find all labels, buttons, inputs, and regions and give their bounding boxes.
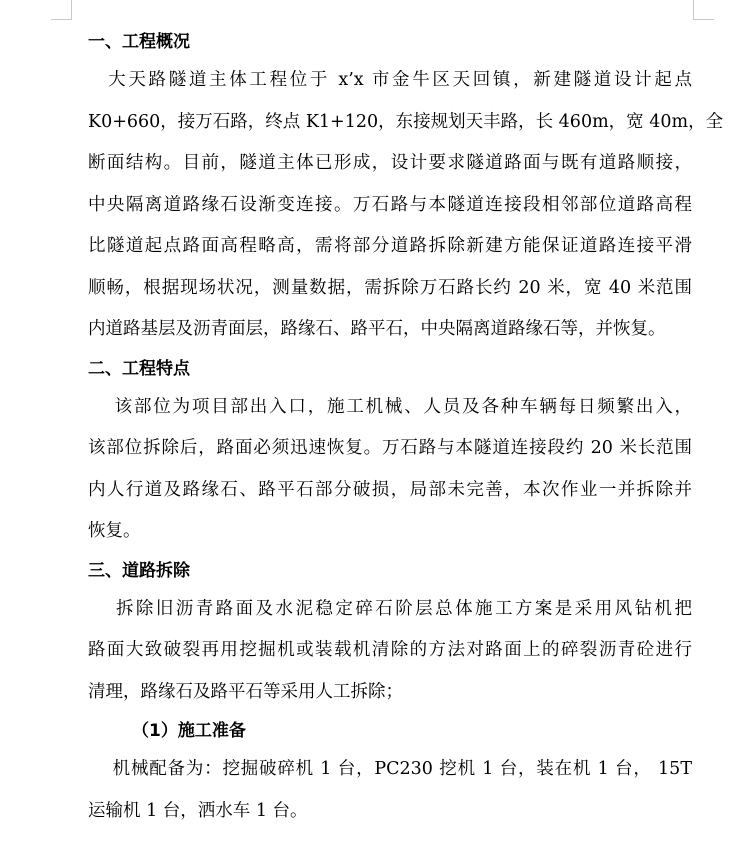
text-line: 大天路隧道主体工程位于 x’x 市金牛区天回镇，新建隧道设计起点 [88,70,692,90]
crop-mark-left [51,19,72,20]
section-heading: 一、工程概况 [88,32,190,52]
text-line: 断面结构。目前，隧道主体已形成，设计要求隧道路面与既有道路顺接， [88,153,692,173]
crop-mark-right [693,0,694,20]
text-line: 内人行道及路缘石、路平石部分破损，局部未完善，本次作业一并拆除并 [88,479,692,500]
section-heading: 二、工程特点 [88,358,190,379]
subsection-heading: （1）施工准备 [132,721,246,741]
paragraph [88,387,692,553]
document-body [88,24,724,832]
text-line: 运输机 1 台，洒水车 1 台。 [88,800,308,821]
text-line: 顺畅，根据现场状况，测量数据，需拆除万石路长约 20 米，宽 40 米范围 [88,277,692,298]
crop-mark-right [693,19,714,20]
text-line: 恢复。 [88,521,141,541]
section-heading: 三、道路拆除 [88,560,190,581]
text-line: 该部位拆除后，路面必须迅速恢复。万石路与本隧道连接段约 20 米长范围 [88,438,692,458]
text-line: 该部位为项目部出入口，施工机械、人员及各种车辆每日频繁出入， [88,396,692,417]
text-line: 内道路基层及沥青面层，路缘石、路平石，中央隔离道路缘石等，并恢复。 [88,319,666,339]
text-line: 比隧道起点路面高程略高，需将部分道路拆除新建方能保证道路连接平滑 [88,236,692,256]
text-line: 机械配备为：挖掘破碎机 1 台，PC230 挖机 1 台，装在机 1 台， 15T [88,759,692,779]
paragraph [88,60,724,351]
text-line: 路面大致破裂再用挖掘机或装载机清除的方法对路面上的碎裂沥青砼进行 [88,640,692,660]
paragraph [88,749,692,832]
paragraph [88,589,692,714]
text-line: K0+660，接万石路，终点 K1+120，东接规划天丰路，长 460m，宽 40m，全 [88,111,724,132]
crop-mark-left [71,0,72,20]
text-line: 中央隔离道路缘石设渐变连接。万石路与本隧道连接段相邻部位道路高程 [88,194,692,215]
text-line: 清理，路缘石及路平石等采用人工拆除； [88,681,403,702]
text-line: 拆除旧沥青路面及水泥稳定碎石阶层总体施工方案是采用风钻机把 [88,598,692,619]
